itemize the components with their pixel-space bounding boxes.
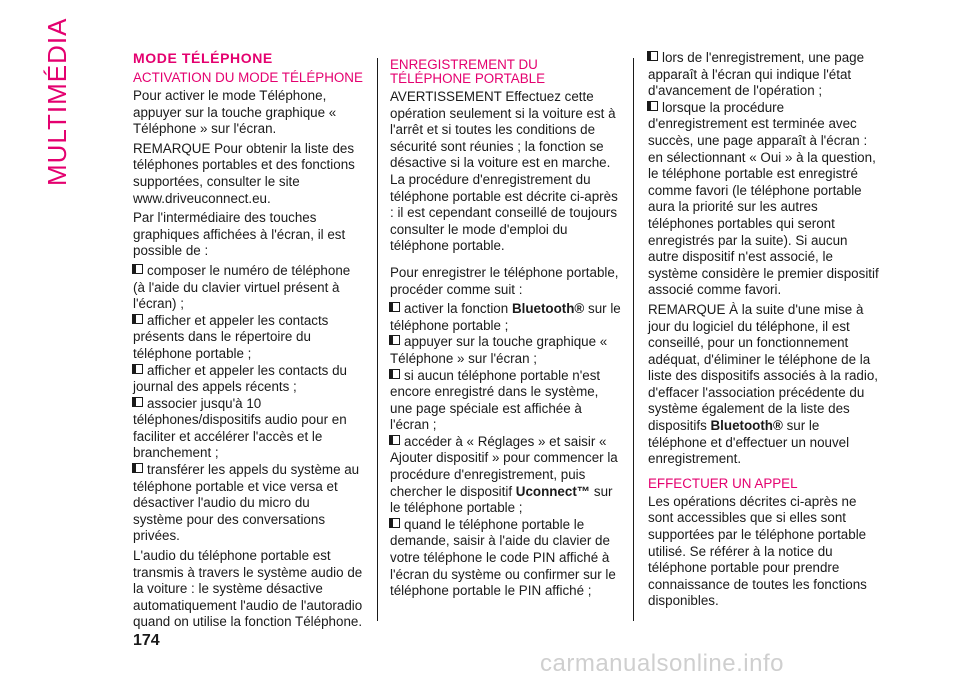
column-3 <box>648 50 880 613</box>
checkbox-bullet-icon <box>648 101 658 111</box>
column-divider <box>633 58 634 621</box>
column-1 <box>133 50 363 634</box>
possible-actions-intro: Par l'intermédiaire des touches graphiques affichées à l'écran, il est possible de : <box>133 210 346 259</box>
registration-heading: ENREGISTREMENT DU TÉLÉPHONE PORTABLE <box>390 57 546 86</box>
call-text: Les opérations décrites ci-après ne sont accessibles que si elles sont supportées par le téléphone portable utilisé. Se référer à la notice du téléphone portable pour prendre connaissance de toutes les fonctions disponibles. <box>648 493 867 609</box>
page-number: 174 <box>133 632 160 649</box>
section-title: MODE TÉLÉPHONE <box>133 50 273 66</box>
checkbox-bullet-icon <box>390 435 400 445</box>
list-item: afficher et appeler les contacts du journal des appels récents ; <box>133 362 347 395</box>
warning-text: AVERTISSEMENT Effectuez cette opération seulement si la voiture est à l'arrêt et si toutes les conditions de sécurité sont réunies ; la fonction se désactive si la voiture est en marche. La procédure d'enregistrement du téléphone portable est décrite ci-après : il est cependant conseillé de toujours consulter le mode d'emploi du téléphone portable. <box>390 89 618 254</box>
list-item: si aucun téléphone portable n'est encore enregistré dans le système, une page spéciale est affichée à l'écran ; <box>390 367 601 433</box>
checkbox-bullet-icon <box>133 463 143 473</box>
list-item: transférer les appels du système au téléphone portable et vice versa et désactiver l'audio du micro du système pour des conversations privées. <box>133 462 360 544</box>
checkbox-bullet-icon <box>390 369 400 379</box>
column-2 <box>390 58 622 600</box>
checkbox-bullet-icon <box>133 314 143 324</box>
list-item: appuyer sur la touche graphique « Téléphone » sur l'écran ; <box>390 334 608 366</box>
registration-intro: Pour enregistrer le téléphone portable, procéder comme suit : <box>390 264 619 297</box>
checkbox-bullet-icon <box>390 335 400 345</box>
list-item: lorsque la procédure d'enregistrement est terminée avec succès, une page apparaît à l'écran : en sélectionnant « Oui » à la question, le téléphone portable est enregistré comme favori (le téléphone portable aura la priorité sur les autres téléphones portables qui seront enregistrés par la suite). Si aucun autre dispositif n'est associé, le système considère le premier dispositif associé comme favori. <box>648 99 879 298</box>
remark-text: REMARQUE Pour obtenir la liste des téléphones portables et des fonctions supportées, consulter le site www.driveuconnect.eu. <box>133 140 355 206</box>
activation-heading: ACTIVATION DU MODE TÉLÉPHONE <box>133 70 363 85</box>
column-divider <box>377 58 378 621</box>
checkbox-bullet-icon <box>648 51 658 61</box>
watermark: carmanualsonline.info <box>540 650 784 677</box>
call-heading: EFFECTUER UN APPEL <box>648 475 798 491</box>
remark-update-text: REMARQUE À la suite d'une mise à jour du logiciel du téléphone, il est conseillé, pour un fonctionnement adéquat, d'éliminer le téléphone de la liste des dispositifs associés à la radio, d'effacer l'association précédente du système également de la liste des dispositifs Bluetooth® sur le téléphone et d'effectuer un nouvel enregistrement. <box>648 301 878 467</box>
checkbox-bullet-icon <box>133 397 143 407</box>
list-item: accéder à « Réglages » et saisir « Ajouter dispositif » pour commencer la procédure d'enregistrement, puis chercher le dispositif Uconnect™ sur le téléphone portable ; <box>390 433 618 516</box>
audio-text: L'audio du téléphone portable est transmis à travers le système audio de la voiture : le système désactive automatiquement l'audio de l'autoradio quand on utilise la fonction Téléphone. <box>133 548 363 630</box>
checkbox-bullet-icon <box>390 302 400 312</box>
side-label-text: MULTIMÉDIA <box>42 17 72 186</box>
activation-text: Pour activer le mode Téléphone, appuyer sur la touche graphique « Téléphone » sur l'écran. <box>133 88 337 137</box>
list-item: lors de l'enregistrement, une page apparaît à l'écran qui indique l'état d'avancement de l'opération ; <box>648 50 865 99</box>
list-item: composer le numéro de téléphone (à l'aide du clavier virtuel présent à l'écran) ; <box>133 262 351 312</box>
list-item: associer jusqu'à 10 téléphones/dispositifs audio pour en faciliter et accélérer l'accès et le branchement ; <box>133 395 347 461</box>
checkbox-bullet-icon <box>133 364 143 374</box>
list-item: activer la fonction Bluetooth® sur le téléphone portable ; <box>390 301 621 333</box>
checkbox-bullet-icon <box>133 264 143 274</box>
checkbox-bullet-icon <box>390 518 400 528</box>
list-item: quand le téléphone portable le demande, saisir à l'aide du clavier de votre téléphone le code PIN affiché à l'écran du système ou confirmer sur le téléphone portable le PIN affiché ; <box>390 516 616 599</box>
list-item: afficher et appeler les contacts présents dans le répertoire du téléphone portable ; <box>133 312 329 361</box>
